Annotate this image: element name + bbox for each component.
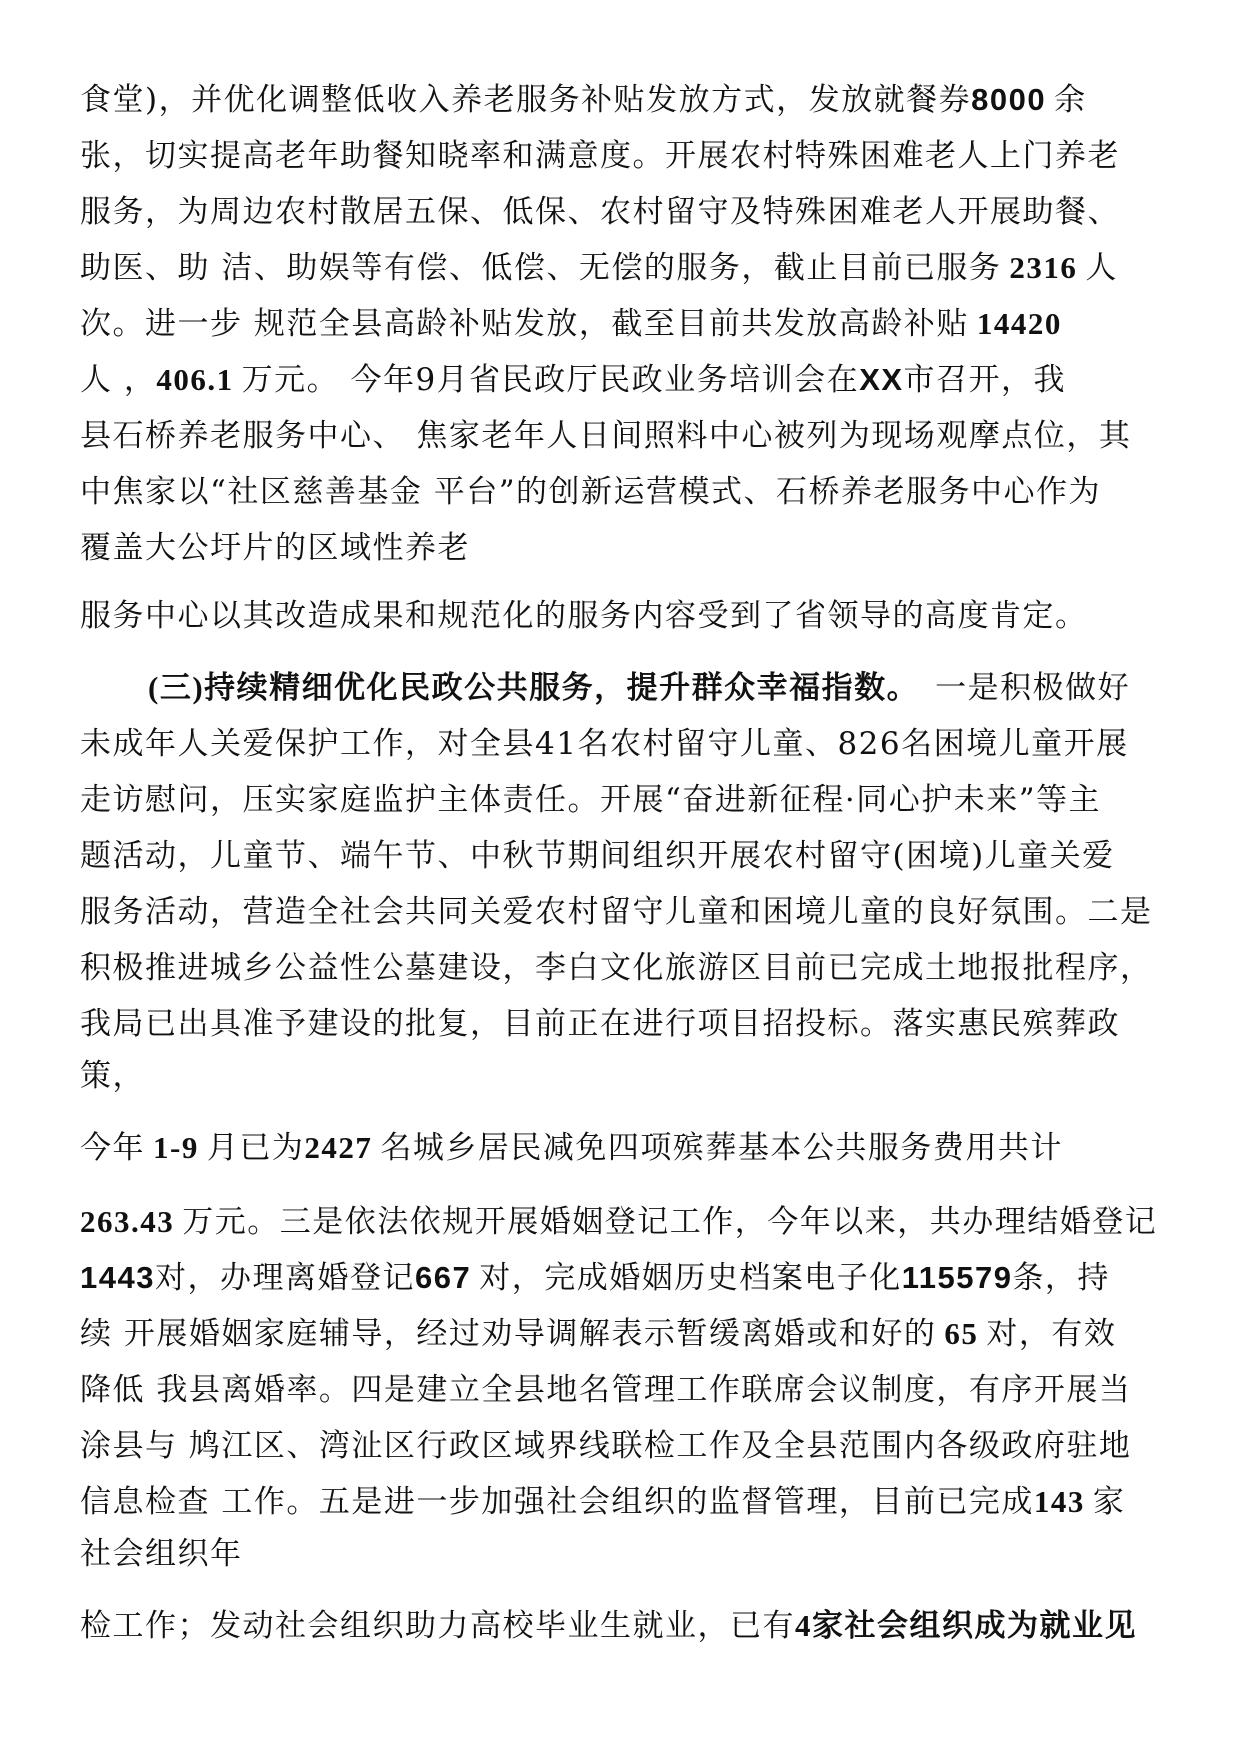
number: 115579 (901, 1260, 1013, 1295)
text-line (80, 192, 1120, 232)
text-line (80, 1004, 1120, 1044)
text-run: 名城乡居民减免四项殡葬基本公共服务费用共计 (380, 1130, 1063, 1166)
text-run: 服务，为周边农村散居五保、低保、农村留守及特殊困难老人开展助餐、 (80, 194, 1120, 230)
text-line (80, 596, 1088, 636)
text-line (80, 1482, 1125, 1522)
number: 8000 (971, 82, 1047, 117)
text-line (80, 1258, 1110, 1298)
text-run: 走访慰问，压实家庭监护主体责任。开展“奋进新征程·同心护未来”等主 (80, 782, 1102, 818)
text-run: 服务活动，营造全社会共同关爱农村留守儿童和困境儿童的良好氛围。二是 (80, 894, 1153, 930)
text-run: 张，切实提高老年助餐知晓率和满意度。开展农村特殊困难老人上门养老 (80, 138, 1120, 174)
text-line (80, 248, 1118, 288)
text-run: 余 (1054, 82, 1087, 118)
text-run: 条，持 (1012, 1260, 1110, 1296)
text-run: 我局已出具准予建设的批复，目前正在进行项目招投标。落实惠民殡葬政 (80, 1006, 1120, 1042)
text-line (80, 360, 1066, 400)
text-run: 积极推进城乡公益性公墓建设，李白文化旅游区目前已完成土地报批程序， (80, 950, 1153, 986)
text-run: 检工作；发动社会组织助力高校毕业生就业，已有 (80, 1608, 795, 1644)
bold-text: 4家社会组织成为就业见 (795, 1608, 1137, 1643)
text-line (80, 528, 470, 568)
number: 2427 (304, 1130, 373, 1165)
number: 14420 (976, 306, 1062, 341)
text-run: 人 ， (80, 362, 157, 398)
text-line (80, 892, 1153, 932)
text-run: 万元。 今年9月省民政厅民政业务培训会在 (241, 362, 860, 398)
text-run: 涂县与 鸠江区、湾沚区行政区域界线联检工作及全县范围内各级政府驻地 (80, 1428, 1132, 1464)
text-line (80, 948, 1153, 988)
text-line (80, 1056, 145, 1096)
text-line (80, 136, 1120, 176)
text-run: 对，办理离婚登记 (154, 1260, 415, 1296)
text-run: 信息检查 工作。五是进一步加强社会组织的监督管理，目前已完成 (80, 1484, 1034, 1520)
text-run: 食堂)，并优化调整低收入养老服务补贴发放方式，发放就餐券 (80, 82, 972, 118)
text-line (80, 1202, 1157, 1242)
text-line (80, 836, 1115, 876)
text-run: 一是积极做好 (935, 670, 1131, 706)
text-run: 市召开，我 (903, 362, 1067, 398)
text-run: 对，有效 (986, 1316, 1117, 1352)
text-run: 万元。三是依法依规开展婚姻登记工作，今年以来，共办理结婚登记 (182, 1204, 1158, 1240)
text-run: 策， (80, 1058, 145, 1094)
text-line (80, 724, 1129, 764)
text-line (80, 1370, 1131, 1410)
text-run: 服务中心以其改造成果和规范化的服务内容受到了省领导的高度肯定。 (80, 598, 1088, 634)
text-run: 助医、助 洁、助娱等有偿、低偿、无偿的服务，截止目前已服务 (80, 250, 1002, 286)
section-heading: (三)持续精细优化民政公共服务，提升群众幸福指数。 (148, 670, 920, 705)
number: 406.1 (156, 362, 234, 397)
text-line (80, 304, 1062, 344)
number: 263.43 (80, 1204, 175, 1239)
text-run: 覆盖大公圩片的区域性养老 (80, 530, 470, 566)
text-run: 人 (1085, 250, 1118, 286)
text-line (80, 1128, 1063, 1168)
text-line (80, 1426, 1131, 1466)
section-heading-line (148, 668, 1130, 708)
text-line (80, 780, 1101, 820)
number: 667 (414, 1260, 472, 1295)
place-code: XX (859, 362, 904, 397)
text-run: 今年 (80, 1130, 145, 1166)
text-line (80, 1314, 1116, 1354)
number: 2316 (1009, 250, 1078, 285)
text-run: 未成年人关爱保护工作，对全县41名农村留守儿童、826名困境儿童开展 (80, 726, 1129, 762)
text-run: 月已为 (206, 1130, 305, 1166)
text-run: 降低 我县离婚率。四是建立全县地名管理工作联席会议制度，有序开展当 (80, 1372, 1132, 1408)
text-run: 家 (1092, 1484, 1126, 1520)
number: 1443 (80, 1260, 155, 1295)
text-line (80, 472, 1101, 512)
number: 1-9 (153, 1130, 199, 1165)
number: 65 (944, 1316, 979, 1351)
text-run: 中焦家以“社区慈善基金 平台”的创新运营模式、石桥养老服务中心作为 (80, 474, 1102, 510)
text-line (80, 1606, 1137, 1646)
text-line (80, 1534, 243, 1574)
text-run: 对，完成婚姻历史档案电子化 (479, 1260, 902, 1296)
text-line (80, 80, 1087, 120)
number: 143 (1033, 1484, 1085, 1519)
text-run: 县石桥养老服务中心、 焦家老年人日间照料中心被列为现场观摩点位，其 (80, 418, 1132, 454)
text-run: 社会组织年 (80, 1536, 243, 1572)
text-run: 题活动，儿童节、端午节、中秋节期间组织开展农村留守(困境)儿童关爱 (80, 838, 1115, 874)
text-run: 次。进一步 规范全县高龄补贴发放，截至目前共发放高龄补贴 (80, 306, 969, 342)
text-line (80, 416, 1131, 456)
text-run: 续 开展婚姻家庭辅导，经过劝导调解表示暂缓离婚或和好的 (80, 1316, 937, 1352)
